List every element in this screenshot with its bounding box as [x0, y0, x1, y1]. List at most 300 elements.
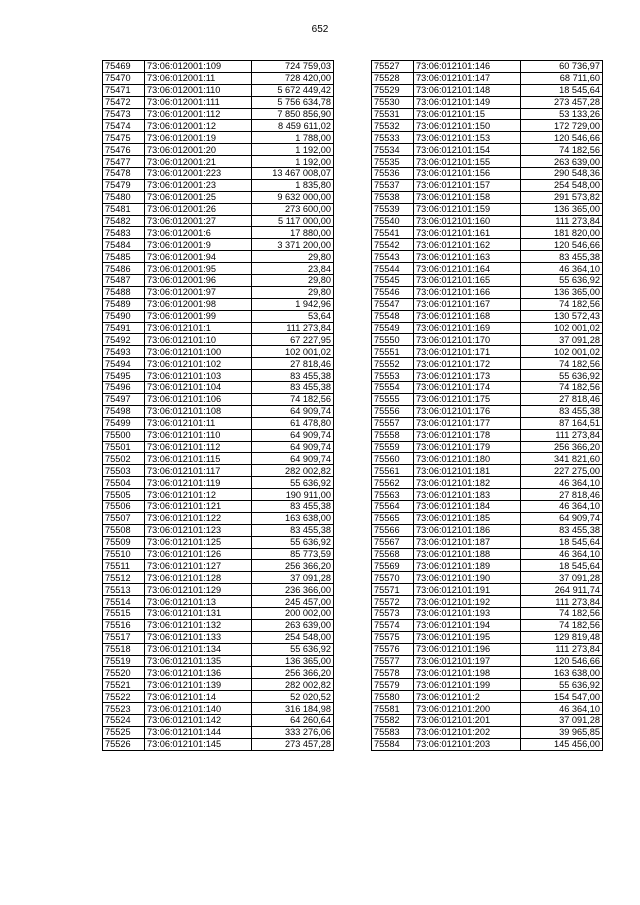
table-row	[372, 691, 603, 703]
row-number-cell: 75520	[103, 667, 145, 679]
table-row	[103, 179, 334, 191]
row-number-cell: 75568	[372, 548, 414, 560]
row-number-cell: 75481	[103, 203, 145, 215]
value-cell: 1 192,00	[252, 156, 334, 168]
row-number-cell: 75517	[103, 631, 145, 643]
row-number-cell: 75492	[103, 334, 145, 346]
value-cell: 111 273,84	[521, 429, 603, 441]
table-row	[103, 738, 334, 750]
cadastral-number-cell: 73:06:012001:11	[145, 72, 252, 84]
row-number-cell: 75565	[372, 512, 414, 524]
cadastral-number-cell: 73:06:012001:6	[145, 227, 252, 239]
table-row	[103, 536, 334, 548]
table-row	[103, 524, 334, 536]
value-cell: 264 911,74	[521, 584, 603, 596]
table-row	[103, 453, 334, 465]
row-number-cell: 75551	[372, 346, 414, 358]
table-row	[103, 393, 334, 405]
value-cell: 111 273,84	[521, 596, 603, 608]
row-number-cell: 75521	[103, 679, 145, 691]
row-number-cell: 75533	[372, 132, 414, 144]
row-number-cell: 75561	[372, 465, 414, 477]
row-number-cell: 75514	[103, 596, 145, 608]
value-cell: 37 091,28	[521, 572, 603, 584]
table-row	[103, 465, 334, 477]
value-cell: 64 909,74	[521, 512, 603, 524]
value-cell: 67 227,95	[252, 334, 334, 346]
cadastral-number-cell: 73:06:012101:190	[414, 572, 521, 584]
table-row	[372, 96, 603, 108]
cadastral-number-cell: 73:06:012101:148	[414, 84, 521, 96]
value-cell: 39 965,85	[521, 726, 603, 738]
table-row	[103, 691, 334, 703]
value-cell: 53 133,26	[521, 108, 603, 120]
cadastral-number-cell: 73:06:012101:185	[414, 512, 521, 524]
cadastral-number-cell: 73:06:012101:129	[145, 584, 252, 596]
table-row	[372, 524, 603, 536]
cadastral-number-cell: 73:06:012101:198	[414, 667, 521, 679]
value-cell: 102 001,02	[521, 346, 603, 358]
row-number-cell: 75562	[372, 477, 414, 489]
value-cell: 83 455,38	[252, 524, 334, 536]
table-row	[372, 596, 603, 608]
row-number-cell: 75569	[372, 560, 414, 572]
cadastral-number-cell: 73:06:012101:156	[414, 168, 521, 180]
value-cell: 18 545,64	[521, 560, 603, 572]
value-cell: 46 364,10	[521, 263, 603, 275]
cadastral-number-cell: 73:06:012001:27	[145, 215, 252, 227]
value-cell: 74 182,56	[521, 144, 603, 156]
table-row	[103, 322, 334, 334]
table-row	[372, 84, 603, 96]
table-row	[372, 572, 603, 584]
row-number-cell: 75480	[103, 191, 145, 203]
value-cell: 291 573,82	[521, 191, 603, 203]
value-cell: 61 478,80	[252, 417, 334, 429]
row-number-cell: 75496	[103, 382, 145, 394]
table-row	[103, 512, 334, 524]
value-cell: 136 365,00	[521, 286, 603, 298]
table-row	[103, 263, 334, 275]
row-number-cell: 75541	[372, 227, 414, 239]
value-cell: 74 182,56	[521, 298, 603, 310]
value-cell: 55 636,92	[252, 643, 334, 655]
cadastral-number-cell: 73:06:012101:122	[145, 512, 252, 524]
table-row	[372, 275, 603, 287]
table-row	[103, 429, 334, 441]
row-number-cell: 75524	[103, 714, 145, 726]
row-number-cell: 75525	[103, 726, 145, 738]
row-number-cell: 75545	[372, 275, 414, 287]
cadastral-number-cell: 73:06:012101:165	[414, 275, 521, 287]
value-cell: 29,80	[252, 275, 334, 287]
value-cell: 46 364,10	[521, 548, 603, 560]
table-row	[103, 572, 334, 584]
cadastral-number-cell: 73:06:012101:1	[145, 322, 252, 334]
cadastral-number-cell: 73:06:012001:95	[145, 263, 252, 275]
table-row	[103, 239, 334, 251]
value-cell: 190 911,00	[252, 489, 334, 501]
cadastral-number-cell: 73:06:012101:128	[145, 572, 252, 584]
row-number-cell: 75574	[372, 619, 414, 631]
row-number-cell: 75564	[372, 500, 414, 512]
value-cell: 282 002,82	[252, 679, 334, 691]
table-row	[372, 346, 603, 358]
row-number-cell: 75504	[103, 477, 145, 489]
row-number-cell: 75577	[372, 655, 414, 667]
table-row	[103, 310, 334, 322]
table-row	[372, 382, 603, 394]
cadastral-number-cell: 73:06:012001:20	[145, 144, 252, 156]
table-row	[103, 560, 334, 572]
value-cell: 13 467 008,07	[252, 168, 334, 180]
value-cell: 111 273,84	[252, 322, 334, 334]
cadastral-number-cell: 73:06:012101:187	[414, 536, 521, 548]
value-cell: 68 711,60	[521, 72, 603, 84]
row-number-cell: 75505	[103, 489, 145, 501]
row-number-cell: 75489	[103, 298, 145, 310]
value-cell: 46 364,10	[521, 500, 603, 512]
value-cell: 236 366,00	[252, 584, 334, 596]
row-number-cell: 75584	[372, 738, 414, 750]
table-row	[103, 215, 334, 227]
value-cell: 55 636,92	[252, 477, 334, 489]
value-cell: 256 366,20	[252, 560, 334, 572]
table-row	[372, 239, 603, 251]
value-cell: 120 546,66	[521, 239, 603, 251]
cadastral-number-cell: 73:06:012101:142	[145, 714, 252, 726]
cadastral-number-cell: 73:06:012001:98	[145, 298, 252, 310]
table-row	[103, 144, 334, 156]
value-cell: 74 182,56	[252, 393, 334, 405]
cadastral-number-cell: 73:06:012101:155	[414, 156, 521, 168]
row-number-cell: 75502	[103, 453, 145, 465]
row-number-cell: 75510	[103, 548, 145, 560]
value-cell: 52 020,52	[252, 691, 334, 703]
row-number-cell: 75558	[372, 429, 414, 441]
row-number-cell: 75516	[103, 619, 145, 631]
cadastral-number-cell: 73:06:012101:108	[145, 405, 252, 417]
value-cell: 728 420,00	[252, 72, 334, 84]
row-number-cell: 75482	[103, 215, 145, 227]
cadastral-number-cell: 73:06:012101:179	[414, 441, 521, 453]
row-number-cell: 75563	[372, 489, 414, 501]
value-cell: 8 459 611,02	[252, 120, 334, 132]
value-cell: 27 818,46	[521, 489, 603, 501]
cadastral-number-cell: 73:06:012101:173	[414, 370, 521, 382]
row-number-cell: 75491	[103, 322, 145, 334]
value-cell: 46 364,10	[521, 477, 603, 489]
cadastral-number-cell: 73:06:012101:11	[145, 417, 252, 429]
row-number-cell: 75503	[103, 465, 145, 477]
value-cell: 145 456,00	[521, 738, 603, 750]
table-row	[372, 393, 603, 405]
value-cell: 17 880,00	[252, 227, 334, 239]
cadastral-number-cell: 73:06:012101:2	[414, 691, 521, 703]
value-cell: 316 184,98	[252, 703, 334, 715]
table-row	[103, 72, 334, 84]
cadastral-number-cell: 73:06:012101:180	[414, 453, 521, 465]
cadastral-number-cell: 73:06:012101:174	[414, 382, 521, 394]
value-cell: 37 091,28	[252, 572, 334, 584]
value-cell: 74 182,56	[521, 382, 603, 394]
value-cell: 273 600,00	[252, 203, 334, 215]
cadastral-number-cell: 73:06:012101:123	[145, 524, 252, 536]
cadastral-number-cell: 73:06:012101:144	[145, 726, 252, 738]
cadastral-number-cell: 73:06:012101:104	[145, 382, 252, 394]
row-number-cell: 75473	[103, 108, 145, 120]
cadastral-number-cell: 73:06:012101:153	[414, 132, 521, 144]
value-cell: 37 091,28	[521, 334, 603, 346]
row-number-cell: 75472	[103, 96, 145, 108]
row-number-cell: 75576	[372, 643, 414, 655]
value-cell: 254 548,00	[252, 631, 334, 643]
table-row	[103, 286, 334, 298]
row-number-cell: 75495	[103, 370, 145, 382]
table-row	[372, 679, 603, 691]
value-cell: 64 909,74	[252, 441, 334, 453]
row-number-cell: 75509	[103, 536, 145, 548]
cadastral-number-cell: 73:06:012101:145	[145, 738, 252, 750]
table-row	[372, 429, 603, 441]
row-number-cell: 75506	[103, 500, 145, 512]
cadastral-number-cell: 73:06:012101:106	[145, 393, 252, 405]
cadastral-number-cell: 73:06:012101:163	[414, 251, 521, 263]
table-row	[103, 84, 334, 96]
row-number-cell: 75507	[103, 512, 145, 524]
value-cell: 1 192,00	[252, 144, 334, 156]
row-number-cell: 75500	[103, 429, 145, 441]
cadastral-number-cell: 73:06:012101:112	[145, 441, 252, 453]
value-cell: 60 736,97	[521, 61, 603, 73]
table-row	[372, 619, 603, 631]
row-number-cell: 75471	[103, 84, 145, 96]
table-row	[103, 489, 334, 501]
table-row	[372, 191, 603, 203]
cadastral-number-cell: 73:06:012101:13	[145, 596, 252, 608]
table-row	[103, 714, 334, 726]
table-row	[372, 667, 603, 679]
table-row	[103, 619, 334, 631]
row-number-cell: 75474	[103, 120, 145, 132]
cadastral-number-cell: 73:06:012101:195	[414, 631, 521, 643]
row-number-cell: 75515	[103, 607, 145, 619]
table-row	[103, 275, 334, 287]
cadastral-number-cell: 73:06:012101:10	[145, 334, 252, 346]
table-row	[103, 298, 334, 310]
value-cell: 74 182,56	[521, 358, 603, 370]
value-cell: 130 572,43	[521, 310, 603, 322]
table-row	[103, 607, 334, 619]
cadastral-number-cell: 73:06:012101:193	[414, 607, 521, 619]
row-number-cell: 75538	[372, 191, 414, 203]
cadastral-number-cell: 73:06:012101:184	[414, 500, 521, 512]
value-cell: 256 366,20	[521, 441, 603, 453]
cadastral-number-cell: 73:06:012101:154	[414, 144, 521, 156]
row-number-cell: 75582	[372, 714, 414, 726]
row-number-cell: 75531	[372, 108, 414, 120]
table-row	[103, 132, 334, 144]
value-cell: 5 672 449,42	[252, 84, 334, 96]
cadastral-number-cell: 73:06:012001:110	[145, 84, 252, 96]
value-cell: 102 001,02	[252, 346, 334, 358]
table-row	[103, 477, 334, 489]
value-cell: 29,80	[252, 251, 334, 263]
value-cell: 23,84	[252, 263, 334, 275]
row-number-cell: 75527	[372, 61, 414, 73]
cadastral-number-cell: 73:06:012101:103	[145, 370, 252, 382]
row-number-cell: 75476	[103, 144, 145, 156]
value-cell: 9 632 000,00	[252, 191, 334, 203]
value-cell: 5 117 000,00	[252, 215, 334, 227]
row-number-cell: 75494	[103, 358, 145, 370]
register-table-left	[102, 60, 334, 751]
value-cell: 83 455,38	[521, 524, 603, 536]
value-cell: 1 942,96	[252, 298, 334, 310]
cadastral-number-cell: 73:06:012101:169	[414, 322, 521, 334]
table-row	[372, 453, 603, 465]
table-row	[103, 191, 334, 203]
cadastral-number-cell: 73:06:012101:188	[414, 548, 521, 560]
cadastral-number-cell: 73:06:012101:115	[145, 453, 252, 465]
row-number-cell: 75501	[103, 441, 145, 453]
table-row	[103, 667, 334, 679]
cadastral-number-cell: 73:06:012101:110	[145, 429, 252, 441]
row-number-cell: 75542	[372, 239, 414, 251]
row-number-cell: 75483	[103, 227, 145, 239]
value-cell: 333 276,06	[252, 726, 334, 738]
row-number-cell: 75534	[372, 144, 414, 156]
row-number-cell: 75497	[103, 393, 145, 405]
value-cell: 129 819,48	[521, 631, 603, 643]
row-number-cell: 75477	[103, 156, 145, 168]
table-row	[372, 536, 603, 548]
cadastral-number-cell: 73:06:012001:9	[145, 239, 252, 251]
value-cell: 254 548,00	[521, 179, 603, 191]
cadastral-number-cell: 73:06:012001:112	[145, 108, 252, 120]
table-row	[103, 370, 334, 382]
table-row	[372, 405, 603, 417]
value-cell: 724 759,03	[252, 61, 334, 73]
cadastral-number-cell: 73:06:012101:197	[414, 655, 521, 667]
cadastral-number-cell: 73:06:012101:12	[145, 489, 252, 501]
cadastral-number-cell: 73:06:012001:94	[145, 251, 252, 263]
table-row	[103, 156, 334, 168]
cadastral-number-cell: 73:06:012101:100	[145, 346, 252, 358]
cadastral-number-cell: 73:06:012101:102	[145, 358, 252, 370]
table-row	[372, 322, 603, 334]
table-row	[372, 370, 603, 382]
table-row	[372, 310, 603, 322]
value-cell: 64 260,64	[252, 714, 334, 726]
table-row	[372, 441, 603, 453]
value-cell: 102 001,02	[521, 322, 603, 334]
cadastral-number-cell: 73:06:012101:15	[414, 108, 521, 120]
cadastral-number-cell: 73:06:012001:111	[145, 96, 252, 108]
value-cell: 83 455,38	[252, 500, 334, 512]
cadastral-number-cell: 73:06:012101:168	[414, 310, 521, 322]
cadastral-number-cell: 73:06:012101:183	[414, 489, 521, 501]
row-number-cell: 75578	[372, 667, 414, 679]
cadastral-number-cell: 73:06:012101:133	[145, 631, 252, 643]
table-row	[103, 168, 334, 180]
value-cell: 87 164,51	[521, 417, 603, 429]
cadastral-number-cell: 73:06:012101:162	[414, 239, 521, 251]
row-number-cell: 75536	[372, 168, 414, 180]
row-number-cell: 75570	[372, 572, 414, 584]
value-cell: 55 636,92	[252, 536, 334, 548]
table-row	[103, 61, 334, 73]
cadastral-number-cell: 73:06:012001:26	[145, 203, 252, 215]
row-number-cell: 75553	[372, 370, 414, 382]
cadastral-number-cell: 73:06:012101:136	[145, 667, 252, 679]
cadastral-number-cell: 73:06:012101:202	[414, 726, 521, 738]
value-cell: 55 636,92	[521, 275, 603, 287]
value-cell: 163 638,00	[252, 512, 334, 524]
value-cell: 256 366,20	[252, 667, 334, 679]
table-row	[103, 203, 334, 215]
value-cell: 163 638,00	[521, 667, 603, 679]
table-row	[372, 607, 603, 619]
cadastral-number-cell: 73:06:012001:23	[145, 179, 252, 191]
table-row	[372, 108, 603, 120]
row-number-cell: 75552	[372, 358, 414, 370]
value-cell: 18 545,64	[521, 536, 603, 548]
row-number-cell: 75484	[103, 239, 145, 251]
table-row	[103, 417, 334, 429]
cadastral-number-cell: 73:06:012101:126	[145, 548, 252, 560]
cadastral-number-cell: 73:06:012101:146	[414, 61, 521, 73]
value-cell: 83 455,38	[521, 251, 603, 263]
row-number-cell: 75490	[103, 310, 145, 322]
row-number-cell: 75512	[103, 572, 145, 584]
cadastral-number-cell: 73:06:012101:167	[414, 298, 521, 310]
table-row	[103, 643, 334, 655]
row-number-cell: 75469	[103, 61, 145, 73]
value-cell: 136 365,00	[252, 655, 334, 667]
table-row	[372, 560, 603, 572]
cadastral-number-cell: 73:06:012001:25	[145, 191, 252, 203]
row-number-cell: 75522	[103, 691, 145, 703]
value-cell: 227 275,00	[521, 465, 603, 477]
value-cell: 200 002,00	[252, 607, 334, 619]
table-row	[372, 203, 603, 215]
table-row	[372, 61, 603, 73]
row-number-cell: 75571	[372, 584, 414, 596]
value-cell: 111 273,84	[521, 643, 603, 655]
cadastral-number-cell: 73:06:012101:131	[145, 607, 252, 619]
row-number-cell: 75530	[372, 96, 414, 108]
cadastral-number-cell: 73:06:012101:147	[414, 72, 521, 84]
cadastral-number-cell: 73:06:012001:99	[145, 310, 252, 322]
cadastral-number-cell: 73:06:012001:223	[145, 168, 252, 180]
table-row	[372, 417, 603, 429]
table-row	[103, 358, 334, 370]
table-row	[372, 465, 603, 477]
cadastral-number-cell: 73:06:012101:121	[145, 500, 252, 512]
cadastral-number-cell: 73:06:012101:14	[145, 691, 252, 703]
page-number: 652	[311, 24, 329, 35]
cadastral-number-cell: 73:06:012101:127	[145, 560, 252, 572]
value-cell: 263 639,00	[252, 619, 334, 631]
table-row	[372, 227, 603, 239]
value-cell: 46 364,10	[521, 703, 603, 715]
cadastral-number-cell: 73:06:012101:135	[145, 655, 252, 667]
table-row	[372, 251, 603, 263]
value-cell: 1 788,00	[252, 132, 334, 144]
table-row	[103, 726, 334, 738]
value-cell: 136 365,00	[521, 203, 603, 215]
